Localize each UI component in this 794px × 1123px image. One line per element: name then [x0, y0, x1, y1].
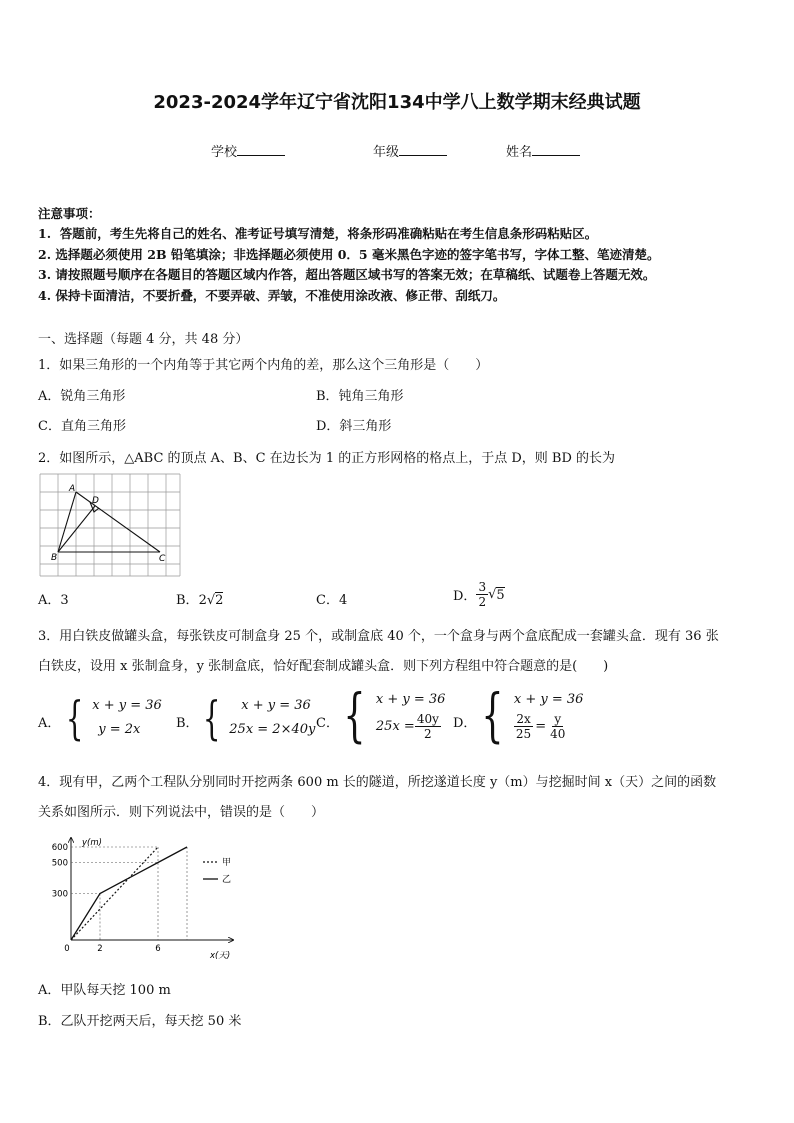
q2-option-d-prefix: D．	[453, 589, 477, 604]
q3-a-eq2: y = 2x	[98, 722, 141, 737]
q2-option-d-den: 2	[478, 595, 487, 609]
x-axis-label: x(天)	[210, 951, 231, 961]
q2-option-d-fraction	[476, 580, 488, 609]
q3-c-eq2-left: 25x =	[375, 718, 415, 734]
y-tick-500: 500	[51, 858, 68, 869]
q2-option-b-prefix: B．	[176, 593, 199, 608]
grade-label: 年级	[373, 145, 400, 160]
sqrt-icon: √	[206, 593, 216, 608]
q3-option-d-label[interactable]: D．	[453, 716, 477, 731]
notice-heading: 注意事项：	[38, 206, 101, 221]
q3-b-eq2: 25x = 2×40y	[229, 722, 316, 737]
q3-option-a-system[interactable]	[60, 691, 162, 745]
y-tick-300: 300	[51, 889, 68, 900]
q3-stem-line2: 白铁皮，设用 x 张制盒身，y 张制盒底，恰好配套制成罐头盒．则下列方程组中符合题意的是( )	[38, 659, 609, 674]
label-c: C	[159, 554, 166, 564]
chart-guides	[71, 847, 187, 940]
page-title: 2023-2024学年辽宁省沈阳134中学八上数学期末经典试题	[153, 92, 641, 113]
q3-option-c-label[interactable]: C．	[316, 716, 339, 731]
q3-d-equals: =	[535, 718, 547, 734]
q3-b-eq1: x + y = 36	[241, 698, 311, 713]
q2-option-d-num: 3	[478, 580, 487, 594]
q2-option-b-radicand: 2	[215, 593, 224, 608]
q3-d-fraction-1	[514, 712, 533, 741]
legend-yi-label: 乙	[222, 875, 232, 885]
brace-icon: {	[202, 691, 221, 745]
q1-stem: 1．如果三角形的一个内角等于其它两个内角的差，那么这个三角形是（ ）	[38, 358, 489, 373]
y-tick-600: 600	[51, 843, 68, 853]
grid-triangle-figure	[38, 470, 184, 580]
label-d: D	[92, 496, 99, 506]
q3-d-eq1: x + y = 36	[513, 692, 584, 707]
notice-item-1: 1. 答题前，考生先将自己的姓名、准考证号填写清楚，将条形码准确粘贴在考生信息条形码粘贴区。	[38, 226, 598, 241]
q3-d-den1: 25	[515, 727, 532, 741]
q4-line-chart	[38, 832, 248, 967]
school-field[interactable]	[211, 141, 285, 160]
q4-option-b[interactable]: B．乙队开挖两天后，每天挖 50 米	[38, 1014, 242, 1029]
q3-d-num1: 2x	[516, 712, 531, 726]
notice-item-3: 3. 请按照题号顺序在各题目的答题区域内作答，超出答题区域书写的答案无效；在草稿纸、试题卷上答题无效。	[38, 267, 656, 282]
q3-option-c-system[interactable]	[336, 680, 446, 749]
q2-option-c[interactable]: C．4	[316, 593, 348, 608]
x-tick-6: 6	[155, 944, 161, 954]
label-b: B	[51, 553, 58, 563]
brace-icon: {	[481, 680, 504, 749]
q4-stem-line1: 4．现有甲，乙两个工程队分别同时开挖两条 600 m 长的隧道，所挖遂道长度 y（m）与挖掘时间 x（天）之间的函数	[38, 775, 717, 790]
q2-option-b[interactable]	[176, 589, 223, 608]
grade-blank[interactable]	[399, 143, 447, 156]
q3-option-b-label[interactable]: B．	[176, 716, 199, 731]
q3-option-b-system[interactable]	[197, 691, 316, 745]
notice-item-4: 4. 保持卡面清洁，不要折叠，不要弄破、弄皱，不准使用涂改液、修正带、刮纸刀。	[38, 288, 506, 303]
school-blank[interactable]	[237, 143, 285, 156]
name-blank[interactable]	[532, 143, 580, 156]
brace-icon: {	[65, 691, 84, 745]
q3-d-fraction-2	[548, 712, 567, 741]
label-a: A	[69, 484, 76, 494]
q3-stem-line1: 3．用白铁皮做罐头盒，每张铁皮可制盒身 25 个，或制盒底 40 个，一个盒身与两个盒底配成一套罐头盒．现有 36 张	[38, 629, 719, 644]
notice-item-2: 2. 选择题必须使用 2B 铅笔填涂；非选择题必须使用 0．5 毫米黑色字迹的签字笔书写，字体工整、笔迹清楚。	[38, 247, 660, 262]
x-tick-0: 0	[64, 944, 70, 954]
q2-option-d[interactable]	[453, 580, 505, 609]
q1-option-b[interactable]: B．钝角三角形	[316, 389, 404, 404]
chart-ticks	[52, 843, 161, 954]
grade-field[interactable]	[373, 141, 447, 160]
q1-option-a[interactable]: A．锐角三角形	[38, 389, 126, 404]
q3-c-eq1: x + y = 36	[375, 692, 446, 707]
legend-jia-label: 甲	[222, 858, 232, 868]
q3-c-fraction	[415, 712, 441, 741]
sqrt-icon: √	[488, 587, 497, 602]
q3-c-den: 2	[424, 727, 432, 741]
q3-c-num: 40y	[416, 712, 439, 726]
q1-option-d[interactable]: D．斜三角形	[316, 419, 392, 434]
y-axis-label: y(m)	[82, 838, 102, 848]
q4-stem-line2: 关系如图所示．则下列说法中，错误的是（ ）	[38, 805, 325, 820]
q3-d-den2: 40	[550, 727, 566, 741]
q2-option-d-radicand: 5	[496, 587, 505, 603]
q3-option-d-system[interactable]	[474, 680, 584, 749]
school-label: 学校	[211, 145, 238, 160]
brace-icon: {	[343, 680, 366, 749]
name-field[interactable]	[506, 141, 580, 160]
q3-option-a-label[interactable]: A．	[38, 716, 61, 731]
q3-d-num2: y	[554, 712, 562, 726]
triangle-abc	[58, 492, 160, 552]
q4-option-a[interactable]: A．甲队每天挖 100 m	[38, 983, 171, 998]
q1-option-c[interactable]: C．直角三角形	[38, 419, 126, 434]
q2-option-b-coef: 2	[198, 593, 207, 608]
section-heading: 一、选择题（每题 4 分，共 48 分）	[38, 332, 249, 347]
q3-a-eq1: x + y = 36	[92, 698, 162, 713]
q2-option-a[interactable]: A．3	[38, 593, 69, 608]
q2-stem: 2．如图所示，△ABC 的顶点 A、B、C 在边长为 1 的正方形网格的格点上，于点 D，则 BD 的长为	[38, 451, 616, 466]
name-label: 姓名	[506, 145, 533, 160]
x-tick-2: 2	[97, 944, 103, 954]
